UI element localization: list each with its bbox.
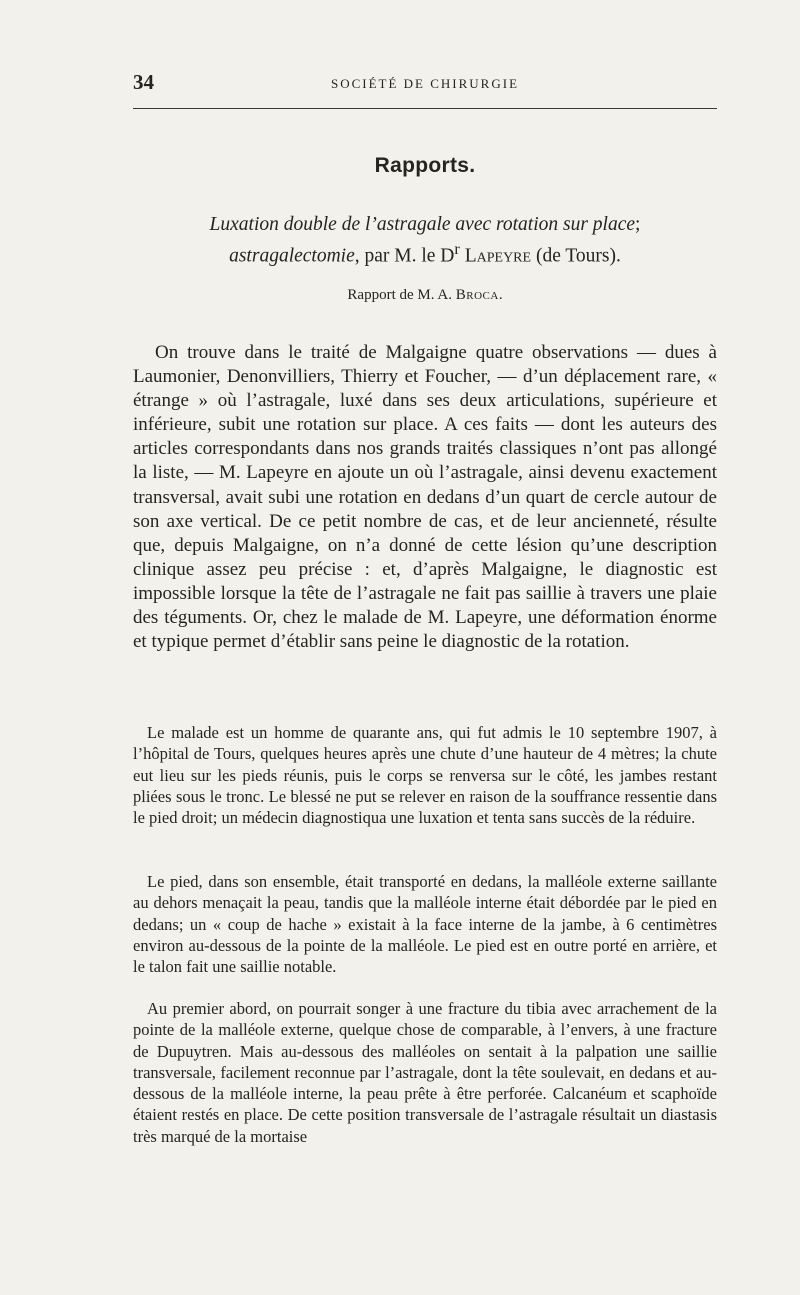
- rapport-suffix: .: [498, 287, 503, 303]
- article-title-by: , par M. le D: [354, 245, 455, 267]
- section-title: Rapports.: [374, 154, 476, 177]
- article-title-part-2: astragalectomie: [229, 245, 355, 267]
- author-name: Lapeyre: [464, 245, 532, 267]
- article-title: [133, 212, 717, 269]
- author-place: (de Tours).: [531, 245, 621, 267]
- running-head: [133, 70, 717, 100]
- intro-paragraph: On trouve dans le traité de Malgaigne quatre observations — dues à Laumonier, Denonvilliers, Thierry et Foucher, — d’un déplacement rare, « étrange » où l’astragale, luxé dans ses deux articulations, supérieure et inférieure, subit une rotation sur place. A ces faits — dont les auteurs des articles correspondants dans nos grands traités classiques n’ont pas allongé la liste, — M. Lapeyre en ajoute un où l’astragale, ainsi devenu exactement transversal, avait subi une rotation en dedans d’un quart de cercle autour de son axe vertical. De ce petit nombre de cas, et de leur ancienneté, résulte que, depuis Malgaigne, on n’a donné de cette lésion qu’une description clinique assez peu précise : et, d’après Malgaigne, le diagnostic est impossible lorsque la tête de l’astragale ne fait pas saillie à travers une plaie des téguments. Or, chez le malade de M. Lapeyre, une déformation énorme et typique permet d’établir sans peine le diagnostic de la rotation.: [133, 342, 717, 653]
- article-title-part-1: Luxation double de l’astragale avec rotation sur place: [209, 214, 636, 235]
- journal-title: SOCIÉTÉ DE CHIRURGIE: [330, 76, 520, 91]
- page-number: 34: [133, 70, 154, 94]
- doctor-superscript: r: [454, 240, 460, 258]
- case-paragraph-3: Au premier abord, on pourrait songer à une fracture du tibia avec arrachement de la pointe de la malléole externe, quelque chose de comparable, à l’envers, à une fracture de Dupuytren. Mais au-dessous des malléoles on sentait à la palpation une saillie transversale, facilement reconnue par l’astragale, dont la tête soulevait, en dedans et au-dessous de la malléole interne, la peau prête à être perforée. Calcanéum et scaphoïde étaient restés en place. De cette position transversale de l’astragale résultait un diastasis très marqué de la mortaise: [133, 999, 717, 1146]
- header-rule: [133, 108, 717, 109]
- rapport-prefix: Rapport de M. A.: [347, 287, 456, 303]
- article-title-separator: ;: [635, 214, 641, 235]
- case-paragraph-1: Le malade est un homme de quarante ans, qui fut admis le 10 septembre 1907, à l’hôpital de Tours, quelques heures après une chute d’une hauteur de 4 mètres; la chute eut lieu sur les pieds réunis, puis le corps se renversa sur le côté, les jambes restant pliées sous le tronc. Le blessé ne put se relever en raison de la souffrance ressentie dans le pied droit; un médecin diagnostiqua une luxation et tenta sans succès de la réduire.: [133, 723, 717, 828]
- case-paragraph-2: Le pied, dans son ensemble, était transporté en dedans, la malléole externe saillante au dehors menaçait la peau, tandis que la malléole interne était débordée par le pied en dedans; un « coup de hache » existait à la face interne de la jambe, à 6 centimètres environ au-dessous de la pointe de la malléole. Le pied est en outre porté en arrière, et le talon fait une saillie notable.: [133, 872, 717, 977]
- rapport-byline: [133, 287, 717, 304]
- rapporteur-name: Broca: [455, 287, 499, 303]
